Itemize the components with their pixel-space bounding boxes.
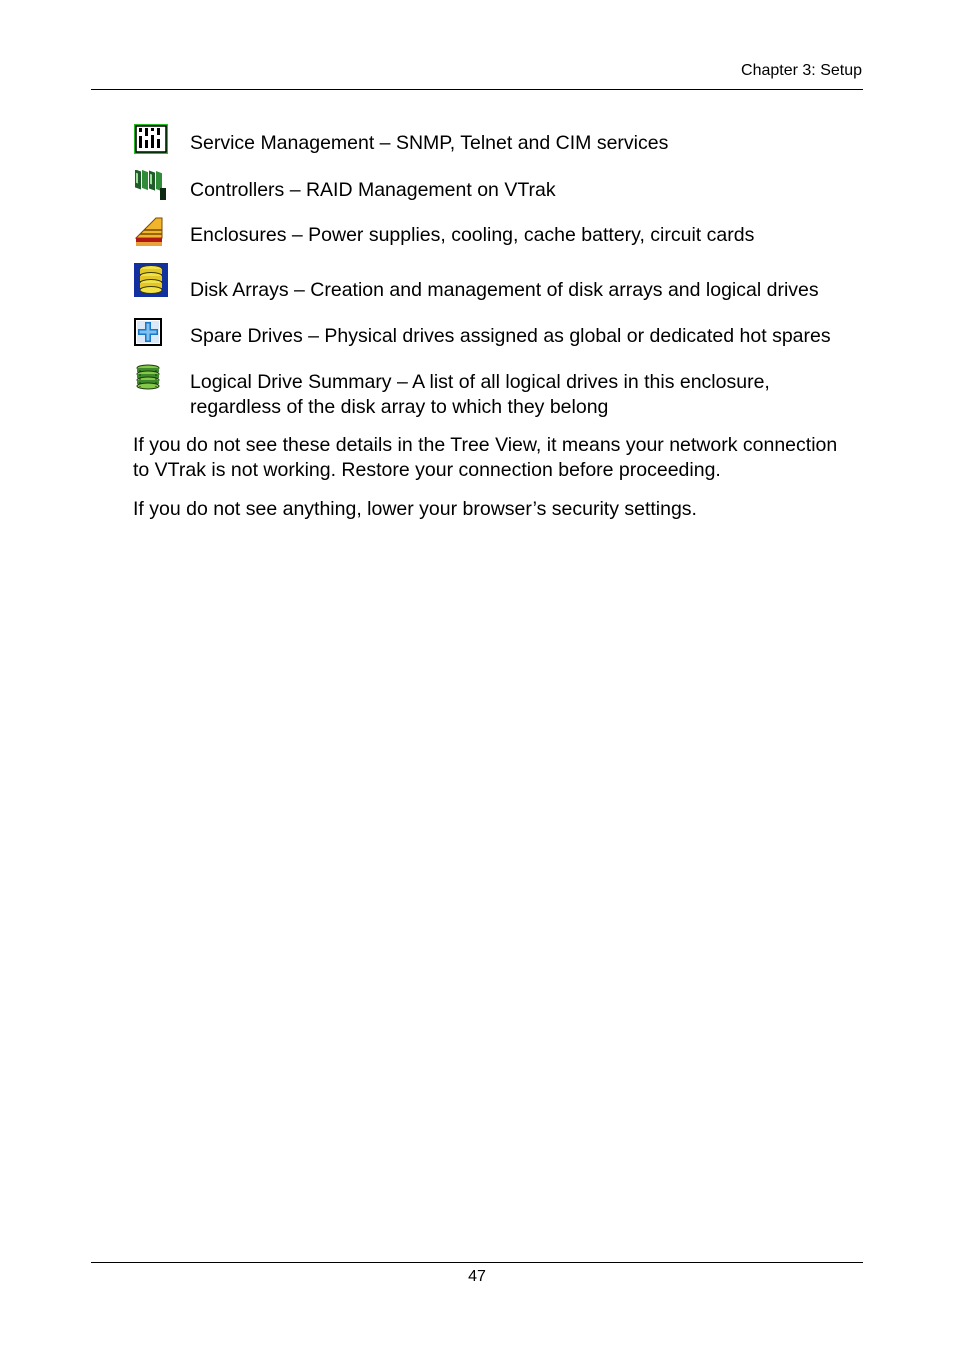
- paragraph-line-1: If you do not see anything, lower your browser’s security settings.: [133, 498, 697, 520]
- paragraph-security-settings: [133, 497, 873, 522]
- paragraph-line-2: to VTrak is not working. Restore your connection before proceeding.: [133, 459, 721, 481]
- item-text-line-2: regardless of the disk array to which they belong: [190, 396, 609, 418]
- spare-drives-icon: [134, 318, 168, 352]
- item-text: Spare Drives – Physical drives assigned as global or dedicated hot spares: [190, 325, 831, 347]
- paragraph-network-connection: [133, 433, 873, 483]
- service-management-icon: [134, 124, 168, 158]
- item-text: Service Management – SNMP, Telnet and CIM services: [190, 132, 669, 154]
- controllers-icon: [134, 170, 168, 204]
- chapter-title: Chapter 3: Setup: [741, 62, 862, 79]
- item-text-line-1: Logical Drive Summary – A list of all logical drives in this enclosure,: [190, 371, 770, 393]
- disk-arrays-icon: [134, 263, 168, 297]
- logical-drive-summary-icon: [134, 363, 168, 397]
- item-text: Controllers – RAID Management on VTrak: [190, 179, 556, 201]
- item-text: Enclosures – Power supplies, cooling, cache battery, circuit cards: [190, 224, 755, 246]
- page-number: 47: [468, 1268, 486, 1285]
- paragraph-line-1: If you do not see these details in the Tree View, it means your network connection: [133, 434, 838, 456]
- enclosures-icon: [134, 216, 168, 250]
- header-rule: [91, 89, 863, 90]
- item-text: Disk Arrays – Creation and management of disk arrays and logical drives: [190, 279, 819, 301]
- footer-rule: [91, 1262, 863, 1263]
